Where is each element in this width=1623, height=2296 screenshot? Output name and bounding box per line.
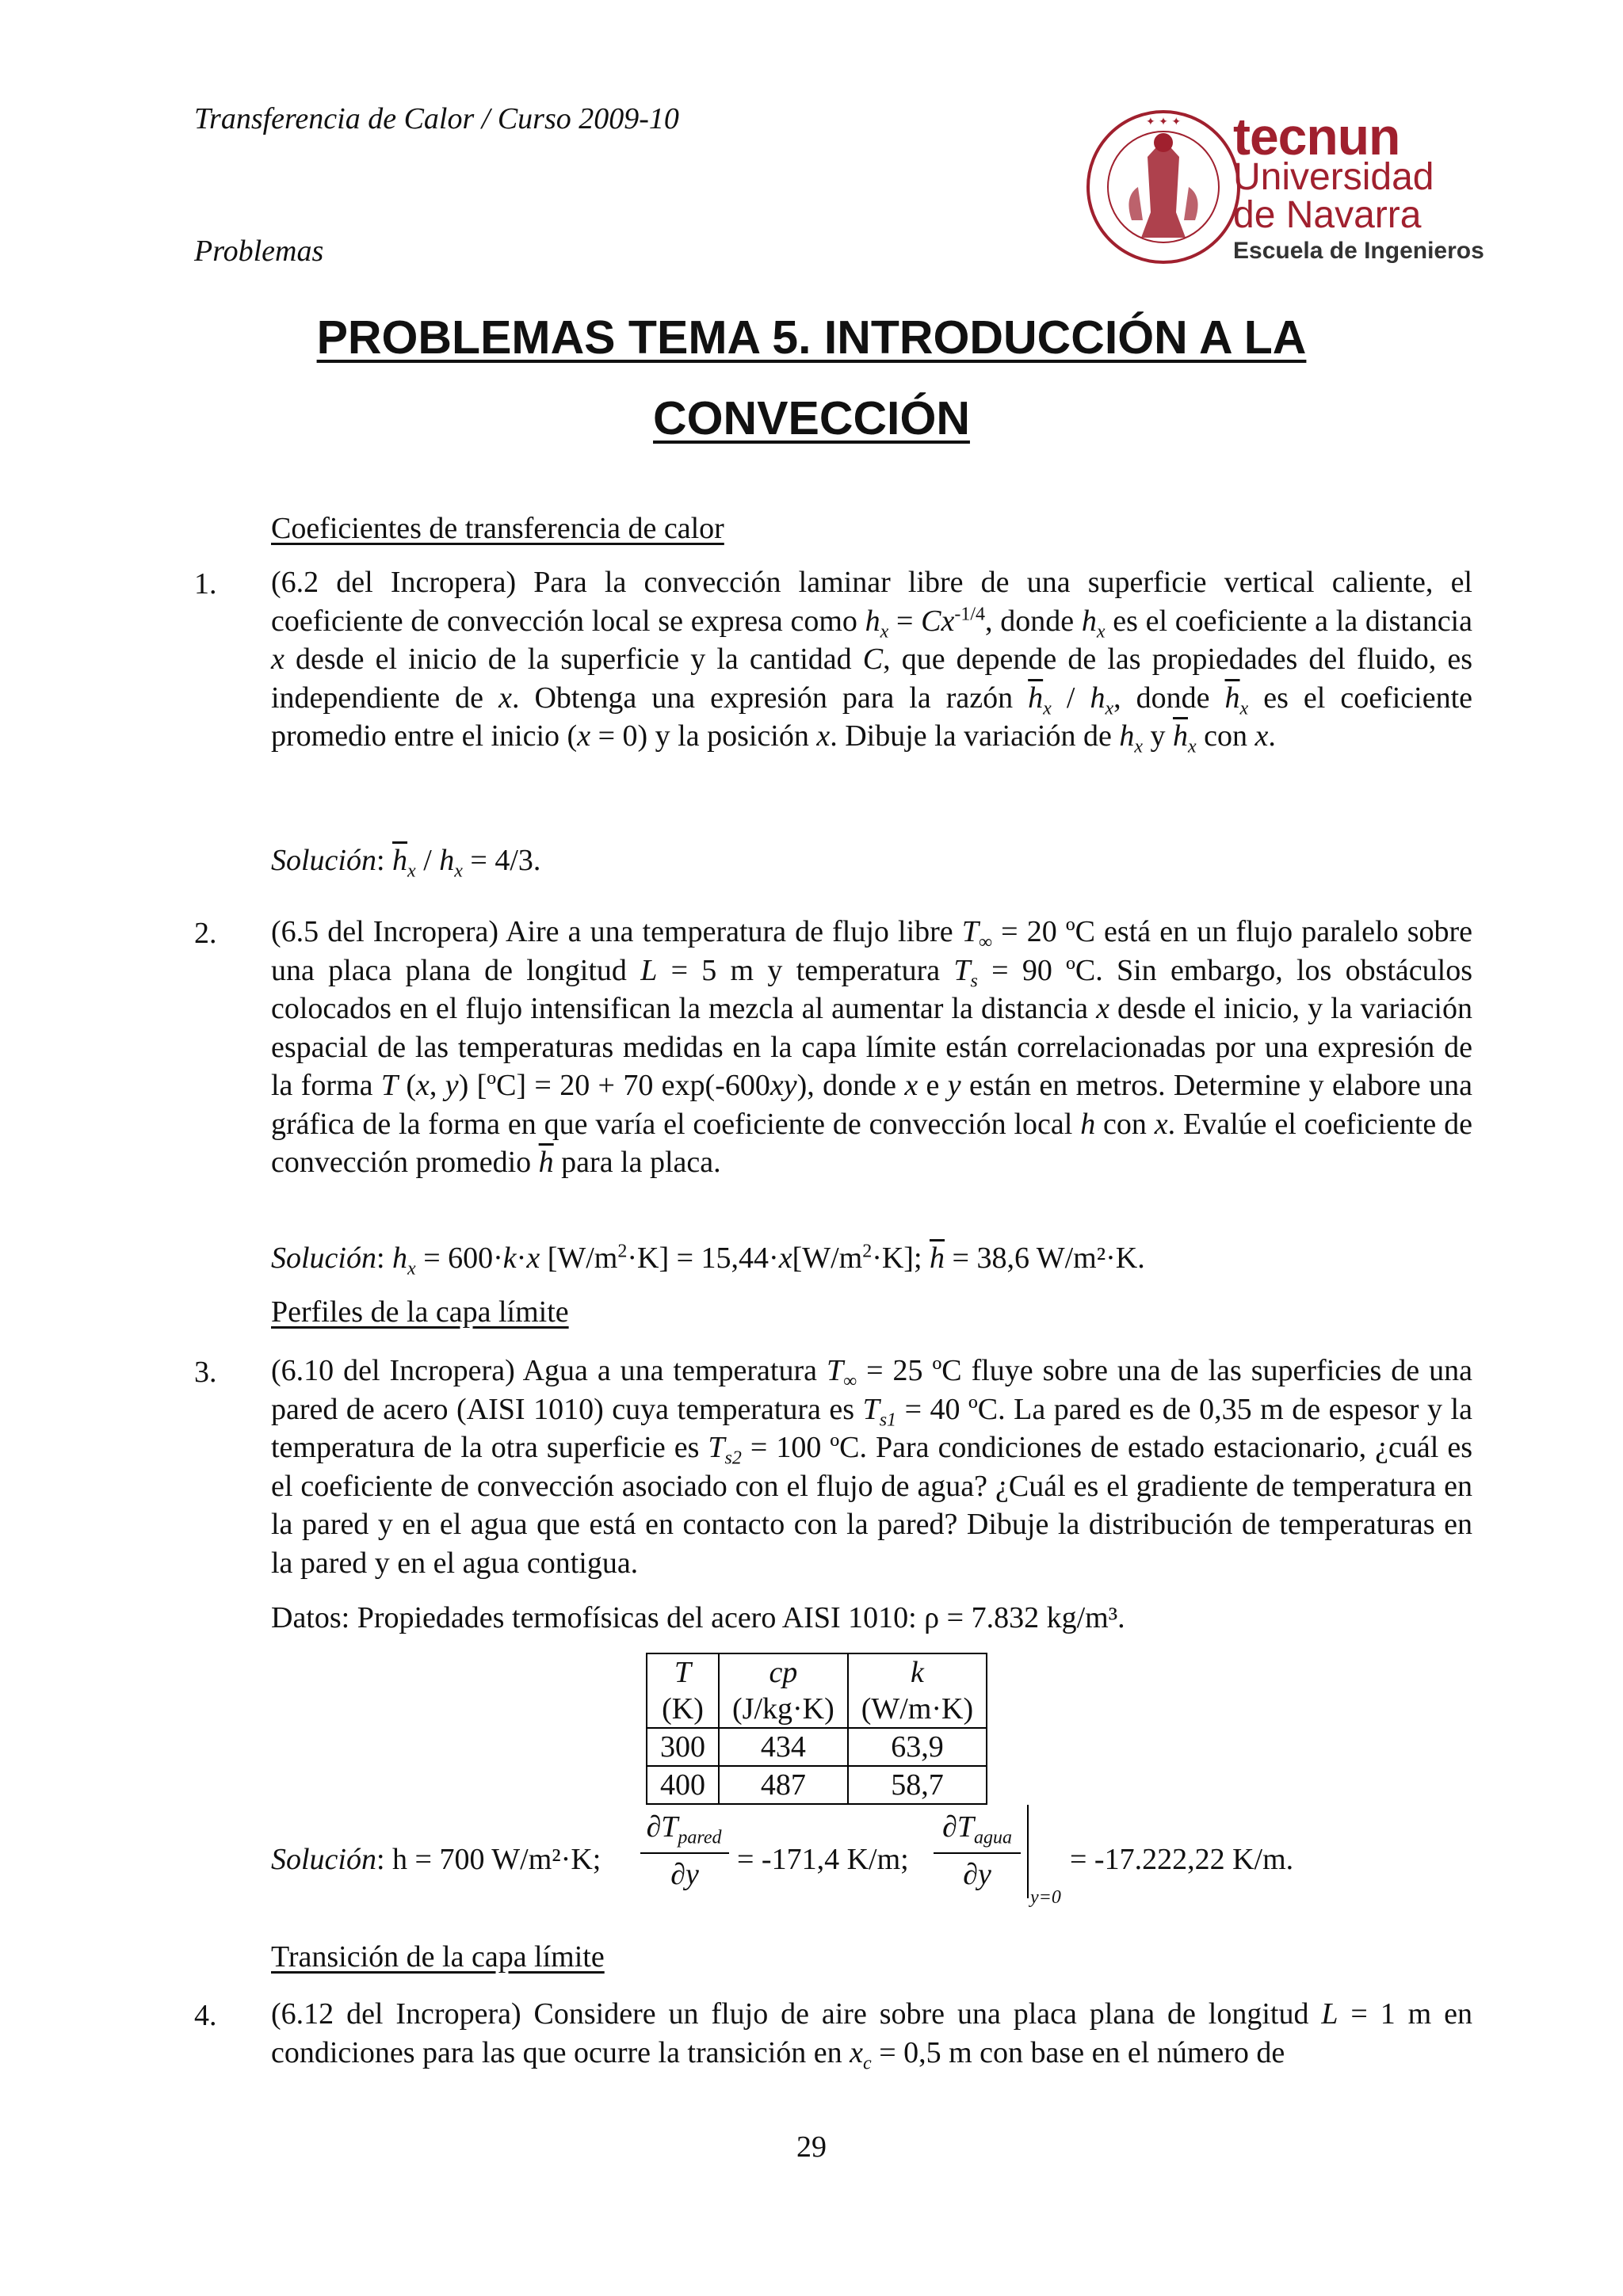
fraction-numerator-water: $\partial T_{agua}$ xyxy=(942,1810,1012,1848)
table-cell: 63,9 xyxy=(848,1728,987,1766)
problem-1-text: (6.2 del Incropera) Para la convección laminar libre de una superficie vertical caliente, el coeficiente de convección local se expresa como $h_x = Cx^{-1/4}$, donde $h_x$ es el coeficiente a la distancia x desde el inicio de la superficie y la cantidad C, que depende de las propiedades del fluido, es independiente de x. Obtenga una expresión para la razón $\overline{h}_x / h_x$, donde $\overline{h}_x$ es el coeficiente promedio entre el inicio (x = 0) y la posición x. Dibuje la variación de $h_x$ y $\overline{h}_x$ con x. xyxy=(271,566,1472,757)
table-cell: 400 xyxy=(647,1766,719,1804)
section-heading-coeficientes: Coeficientes de transferencia de calor xyxy=(271,512,724,545)
logo-name: tecnun xyxy=(1233,107,1400,166)
table-cell: 434 xyxy=(719,1728,848,1766)
solution-label: Solución xyxy=(271,1843,376,1876)
logo-line4: Escuela de Ingenieros xyxy=(1233,238,1484,264)
problem-2-solution: Solución: $h_x = 600\cdot k\cdot x$ $[W/m^2\cdot K] = 15,44\cdot x[W/m^2\cdot K]$; $\overline{h} = 38,6$ W/m²·K. xyxy=(271,1241,1145,1280)
problem-3-solution: Solución: h = 700 W/m²·K; xyxy=(271,1843,601,1876)
solution-label: Solución xyxy=(271,1241,376,1275)
table-row xyxy=(647,1728,987,1766)
logo-line3: de Navarra xyxy=(1233,194,1422,236)
problem-number: 1. xyxy=(194,567,217,601)
table-cell: 487 xyxy=(719,1766,848,1804)
evaluation-subscript: y=0 xyxy=(1030,1887,1061,1908)
table-row xyxy=(647,1653,987,1728)
fraction-bar xyxy=(934,1852,1021,1854)
section-heading-perfiles: Perfiles de la capa límite xyxy=(271,1295,569,1329)
table-row xyxy=(647,1766,987,1804)
problem-number: 2. xyxy=(194,917,217,950)
svg-text:✦ ✦ ✦: ✦ ✦ ✦ xyxy=(1145,116,1182,128)
fraction-numerator-wall: $\partial T_{pared}$ xyxy=(646,1810,722,1848)
solution-label: Solución xyxy=(271,844,376,877)
properties-table xyxy=(646,1653,987,1805)
table-cell: 300 xyxy=(647,1728,719,1766)
problem-number: 3. xyxy=(194,1356,217,1389)
problem-1-solution: Solución: $\overline{h}_x / h_x = 4/3$. xyxy=(271,844,541,882)
solution-grad-wall: = -171,4 K/m; xyxy=(737,1843,909,1876)
evaluation-bar xyxy=(1027,1805,1029,1898)
fraction-denominator-wall: ∂y xyxy=(670,1858,699,1891)
solution-value: = 4/3. xyxy=(470,844,541,877)
table-header-cell: k (W/m·K) xyxy=(848,1653,987,1728)
problem-number: 4. xyxy=(194,1999,217,2032)
fraction-bar xyxy=(640,1852,729,1854)
table-cell: 58,7 xyxy=(848,1766,987,1804)
section-heading-transicion: Transición de la capa límite xyxy=(271,1940,605,1974)
fraction-denominator-water: ∂y xyxy=(963,1858,991,1891)
solution-grad-water: = -17.222,22 K/m. xyxy=(1070,1843,1294,1876)
logo-line2: Universidad xyxy=(1233,156,1434,198)
problem-3-text: (6.10 del Incropera) Agua a una temperatura $T_\infty = 25$ ºC fluye sobre una de las superficies de una pared de acero (AISI 1010) cuya temperatura es $T_{s1} = 40$ ºC. La pared es de 0,35 m de espesor y la temperatura de la otra superficie es $T_{s2} = 100$ ºC. Para condiciones de estado estacionario, ¿cuál es el coeficiente de convección asociado con el flujo de agua? ¿Cuál es el gradiente de temperatura en la pared y en el agua que está en contacto con la pared? Dibuje la distribución de temperaturas en la pared y en el agua contigua. xyxy=(271,1354,1473,1580)
solution-h: h = 700 W/m²·K; xyxy=(392,1843,601,1876)
page-title-line1: PROBLEMAS TEMA 5. INTRODUCCIÓN A LA xyxy=(316,311,1307,364)
solution-value: = 38,6 W/m²·K. xyxy=(952,1241,1145,1275)
table-header-cell: T (K) xyxy=(647,1653,719,1728)
course-header: Transferencia de Calor / Curso 2009-10 xyxy=(194,102,679,135)
problem-2-text: (6.5 del Incropera) Aire a una temperatura de flujo libre $T_\infty = 20$ ºC está en un flujo paralelo sobre una placa plana de longitud L = 5 m y temperatura $T_s = 90$ ºC. Sin embargo, los obstáculos colocados en el flujo intensifican la mezcla al aumentar la distancia x desde el inicio, y la variación espacial de las temperaturas medidas en la capa límite están correlacionadas por una expresión de la forma T (x, y) [ºC] = 20 + 70 exp(-600xy), donde x e y están en metros. Determine y elabore una gráfica de la forma en que varía el coeficiente de convección local h con x. Evalúe el coeficiente de convección promedio $\overline{h}$ para la placa. xyxy=(271,915,1473,1179)
table-header-cell: cp (J/kg·K) xyxy=(719,1653,848,1728)
problem-3-datos: Datos: Propiedades termofísicas del acero AISI 1010: ρ = 7.832 kg/m³. xyxy=(271,1601,1125,1634)
section-header: Problemas xyxy=(194,235,324,268)
page-title-line2: CONVECCIÓN xyxy=(653,392,970,444)
page-number: 29 xyxy=(796,2130,827,2164)
problem-4-text: (6.12 del Incropera) Considere un flujo de aire sobre una placa plana de longitud L = 1 m en condiciones para las que ocurre la transición en $x_c = 0,5$ m con base en el número de xyxy=(271,1997,1472,2074)
